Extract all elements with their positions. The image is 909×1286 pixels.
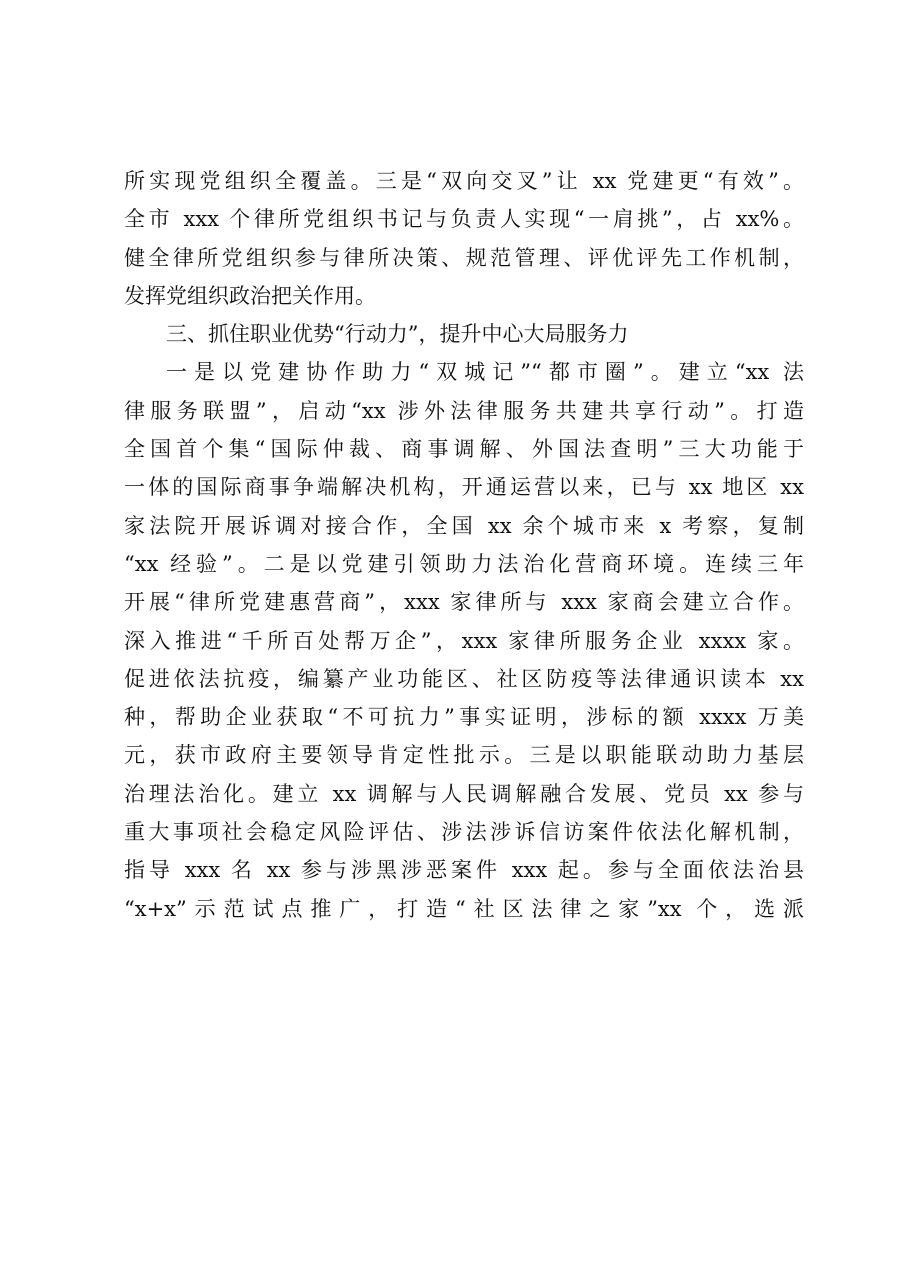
text-line: 发挥党组织政治把关作用。	[124, 283, 376, 308]
text-line: 促进依法抗疫，编纂产业功能区、社区防疫等法律通识读本 xx	[124, 666, 804, 691]
text-line: 所实现党组织全覆盖。三是“双向交叉”让 xx 党建更“有效”。	[124, 169, 804, 193]
text-line: “x+x”示范试点推广，打造“社区法律之家”xx 个，选派	[124, 896, 804, 921]
text-line: 家法院开展诉调对接合作，全国 xx 余个城市来 x 考察，复制	[124, 513, 804, 538]
text-line: 种，帮助企业获取“不可抗力”事实证明，涉标的额 xxxx 万美	[124, 705, 804, 730]
text-line: 一是以党建协作助力“双城记”“都市圈”。建立“xx 法	[166, 360, 804, 385]
text-line: 开展“律所党建惠营商”，xxx 家律所与 xxx 家商会建立合作。	[124, 590, 804, 615]
section-heading: 三、抓住职业优势“行动力”，提升中心大局服务力	[166, 322, 629, 347]
text-line: 元，获市政府主要领导肯定性批示。三是以职能联动助力基层	[124, 743, 804, 768]
text-line: 深入推进“千所百处帮万企”，xxx 家律所服务企业 xxxx 家。	[124, 628, 804, 653]
text-line: 律服务联盟”，启动“xx 涉外法律服务共建共享行动”。打造	[124, 398, 804, 423]
text-line: 全国首个集“国际仲裁、商事调解、外国法查明”三大功能于	[124, 437, 804, 462]
text-line: 指导 xxx 名 xx 参与涉黑涉恶案件 xxx 起。参与全面依法治县	[124, 858, 804, 883]
text-line: 治理法治化。建立 xx 调解与人民调解融合发展、党员 xx 参与	[124, 781, 804, 806]
text-line: 全市 xxx 个律所党组织书记与负责人实现“一肩挑”，占 xx%。	[124, 207, 804, 232]
body-text	[124, 162, 804, 928]
text-line: 健全律所党组织参与律所决策、规范管理、评优评先工作机制，	[124, 245, 804, 270]
text-line: “xx 经验”。二是以党建引领助力法治化营商环境。连续三年	[124, 551, 804, 576]
text-line: 一体的国际商事争端解决机构，开通运营以来，已与 xx 地区 xx	[124, 475, 804, 500]
text-line: 重大事项社会稳定风险评估、涉法涉诉信访案件依法化解机制，	[124, 820, 804, 845]
